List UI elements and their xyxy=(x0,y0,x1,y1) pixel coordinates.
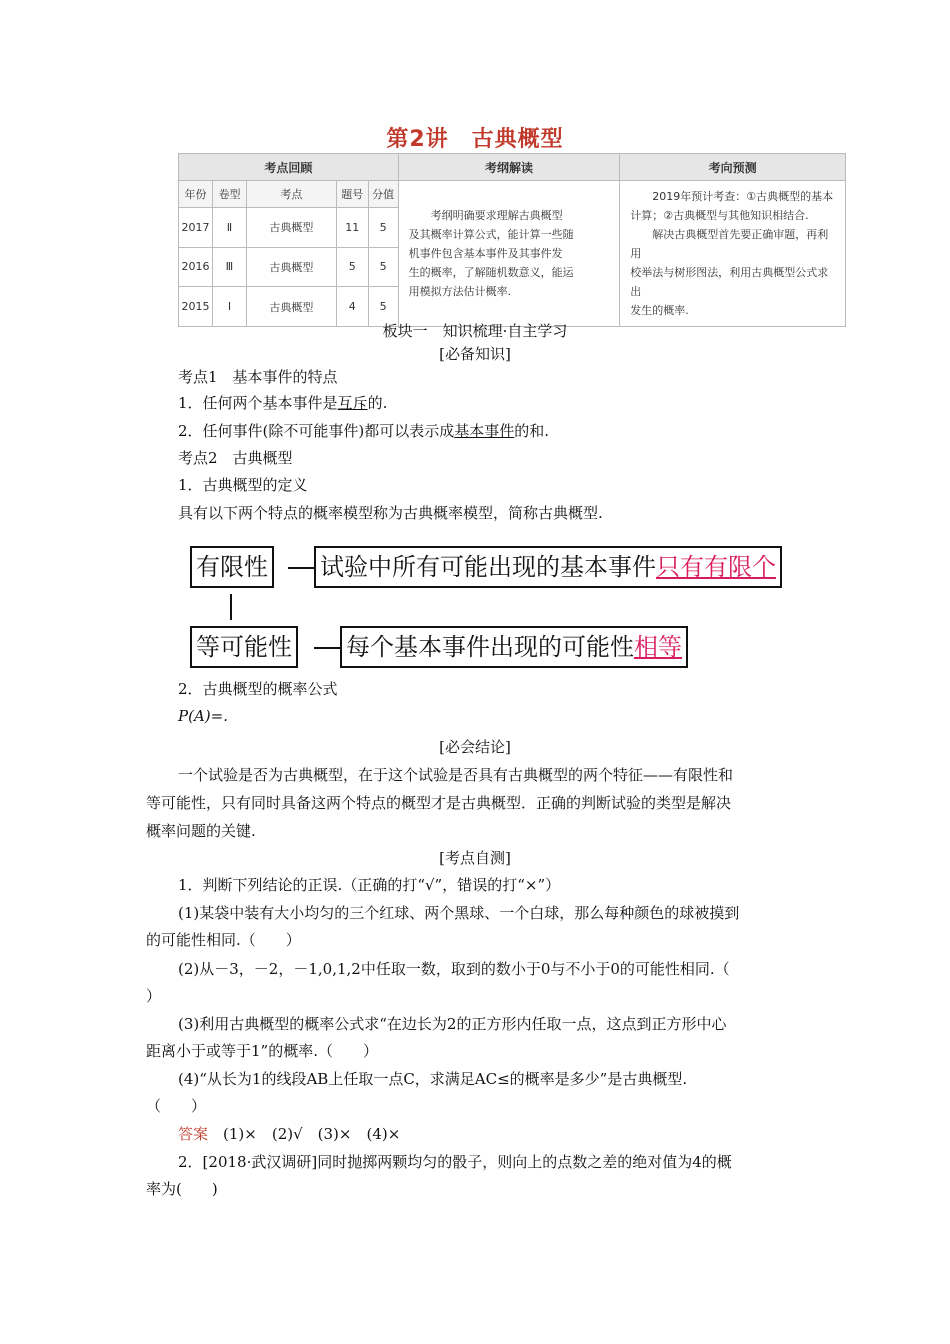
text: 的和. xyxy=(514,422,550,440)
exam-review-table xyxy=(178,153,846,327)
subheader-paper: 卷型 xyxy=(212,181,246,208)
must-know-label: [必备知识] xyxy=(439,345,511,363)
subheader-topic: 考点 xyxy=(246,181,336,208)
forecast-line: 计算；②古典概型与其他知识相结合. xyxy=(630,209,809,222)
text: 的. xyxy=(367,394,388,412)
kp2-heading: 考点2 古典概型 xyxy=(178,449,293,467)
kp1-heading: 考点1 基本事件的特点 xyxy=(178,368,338,386)
diagram-desc-finite xyxy=(314,546,782,588)
kp2-def-title: 1．古典概型的定义 xyxy=(178,476,308,494)
must-conclusion-label: [必会结论] xyxy=(439,738,511,756)
cell-topic: 古典概型 xyxy=(246,207,336,247)
text: 每个基本事件出现的可能性 xyxy=(346,633,634,661)
formula-title: 2．古典概型的概率公式 xyxy=(178,680,338,698)
q2-line: 2．[2018·武汉调研]同时抛掷两颗均匀的骰子，则向上的点数之差的绝对值为4的概 xyxy=(178,1153,732,1171)
cell-year: 2017 xyxy=(179,207,213,247)
kp1-item-1 xyxy=(178,390,387,416)
forecast-line: 2019年预计考查：①古典概型的基本 xyxy=(652,190,834,203)
cell-paper: Ⅱ xyxy=(212,207,246,247)
q1-s3-line: (3)利用古典概型的概率公式求“在边长为2的正方形内任取一点，这点到正方形中心 xyxy=(178,1015,727,1033)
q1-s3-line: 距离小于或等于1”的概率.（ ） xyxy=(146,1042,378,1060)
cell-topic: 古典概型 xyxy=(246,247,336,287)
forecast-line: 校举法与树形图法，利用古典概型公式求出 xyxy=(630,266,829,298)
q1-s1-line: (1)某袋中装有大小均匀的三个红球、两个黑球、一个白球，那么每种颜色的球被摸到 xyxy=(178,904,740,922)
cell-topic: 古典概型 xyxy=(246,287,336,327)
q1-s1-line: 的可能性相同.（ ） xyxy=(146,931,301,949)
forecast-line: 发生的概率. xyxy=(630,304,689,317)
q2-line: 率为( ) xyxy=(146,1180,218,1198)
forecast-line: 解决古典概型首先要正确审题，再利用 xyxy=(630,228,829,260)
subheader-number: 题号 xyxy=(336,181,368,208)
q1-s2-line: ） xyxy=(146,987,162,1005)
syllabus-line: 用模拟方法估计概率. xyxy=(408,285,512,298)
subheader-year: 年份 xyxy=(179,181,213,208)
cell-score: 5 xyxy=(368,207,398,247)
conclusion-line: 概率问题的关键. xyxy=(146,822,256,840)
blank-answer: 互斥 xyxy=(337,394,368,412)
header-review: 考点回顾 xyxy=(179,154,399,181)
syllabus-line: 机事件包含基本事件及其事件发 xyxy=(408,247,563,260)
self-test-label: [考点自测] xyxy=(439,849,511,867)
syllabus-line: 及其概率计算公式，能计算一些随 xyxy=(408,228,574,241)
cell-score: 5 xyxy=(368,287,398,327)
q1-s4-line: (4)“从长为1的线段AB上任取一点C，求满足AC≤的概率是多少”是古典概型. xyxy=(178,1070,688,1088)
cell-year: 2016 xyxy=(179,247,213,287)
diagram-label-finite: 有限性 xyxy=(190,546,274,588)
cell-paper: Ⅲ xyxy=(212,247,246,287)
cell-score: 5 xyxy=(368,247,398,287)
kp2-def-text: 具有以下两个特点的概率模型称为古典概率模型，简称古典概型. xyxy=(178,504,603,522)
header-syllabus: 考纲解读 xyxy=(398,154,620,181)
connector xyxy=(230,594,232,620)
connector xyxy=(314,647,340,649)
q1-s2-line: (2)从－3，－2，－1,0,1,2中任取一数，取到的数小于0与不小于0的可能性相同.（ xyxy=(178,960,730,978)
answer-label: 答案 xyxy=(178,1125,209,1143)
text: 2．任何事件(除不可能事件)都可以表示成 xyxy=(178,422,455,440)
key-term: 相等 xyxy=(634,633,682,661)
cell-paper: Ⅰ xyxy=(212,287,246,327)
cell-number: 5 xyxy=(336,247,368,287)
answer-text: (1)× (2)√ (3)× (4)× xyxy=(223,1125,401,1143)
diagram-label-equal: 等可能性 xyxy=(190,626,298,668)
cell-year: 2015 xyxy=(179,287,213,327)
kp1-item-2 xyxy=(178,418,549,444)
conclusion-line: 一个试验是否为古典概型，在于这个试验是否具有古典概型的两个特征——有限性和 xyxy=(178,766,734,784)
text: 1．任何两个基本事件是 xyxy=(178,394,338,412)
header-forecast: 考向预测 xyxy=(620,154,846,181)
connector xyxy=(288,567,314,569)
conclusion-line: 等可能性，只有同时具备这两个特点的概型才是古典概型．正确的判断试验的类型是解决 xyxy=(146,794,732,812)
q1-answer xyxy=(178,1121,400,1147)
syllabus-line: 生的概率，了解随机数意义，能运 xyxy=(408,266,574,279)
q1-stem: 1．判断下列结论的正误.（正确的打“√”，错误的打“×”） xyxy=(178,876,561,894)
syllabus-line: 考纲明确要求理解古典概型 xyxy=(430,209,563,222)
blank-answer: 基本事件 xyxy=(454,422,515,440)
formula: P(A)=. xyxy=(178,707,228,725)
forecast-cell xyxy=(620,181,846,327)
q1-s4-line: （ ） xyxy=(146,1097,207,1115)
text: 试验中所有可能出现的基本事件 xyxy=(320,553,656,581)
cell-number: 11 xyxy=(336,207,368,247)
diagram-desc-equal xyxy=(340,626,688,668)
section-heading: 板块一 知识梳理·自主学习 xyxy=(382,322,568,340)
syllabus-cell xyxy=(398,181,620,327)
cell-number: 4 xyxy=(336,287,368,327)
page-title: 第2讲 古典概型 xyxy=(386,127,564,152)
key-term: 只有有限个 xyxy=(656,553,776,581)
subheader-score: 分值 xyxy=(368,181,398,208)
